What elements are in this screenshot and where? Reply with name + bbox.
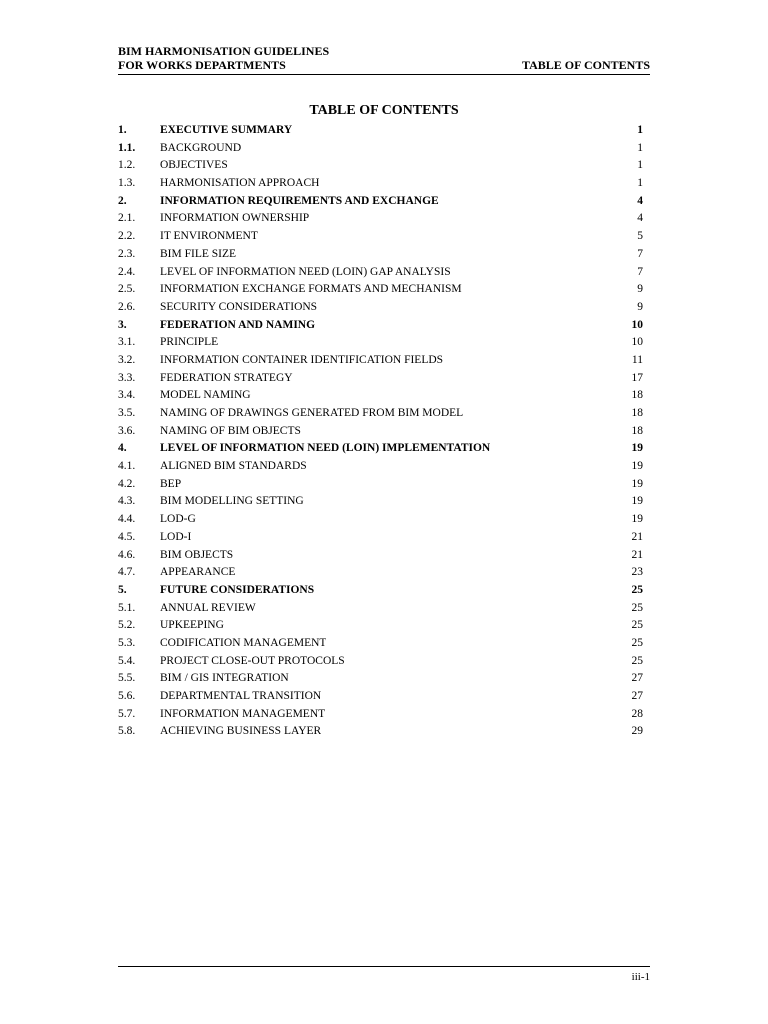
toc-entry-title: FEDERATION AND NAMING [160,318,316,331]
table-of-contents [118,122,643,741]
toc-entry-number: 5.4. [118,654,136,667]
toc-entry-title: ALIGNED BIM STANDARDS [160,460,307,473]
toc-entry-number: 3. [118,318,127,331]
toc-entry-title: IT ENVIRONMENT [160,230,258,243]
toc-entry[interactable] [118,387,643,405]
toc-entry[interactable] [118,582,643,600]
toc-entry-page: 7 [637,265,643,278]
toc-entry-number: 2.3. [118,247,136,260]
toc-entry-number: 5.5. [118,672,136,685]
toc-entry[interactable] [118,334,643,352]
toc-entry-page: 25 [631,583,643,596]
toc-entry[interactable] [118,723,643,741]
header-document-title [118,44,329,72]
toc-entry[interactable] [118,476,643,494]
toc-entry-page: 25 [631,619,643,632]
toc-entry-number: 3.2. [118,353,136,366]
toc-entry-number: 1. [118,124,127,136]
toc-entry-number: 4.4. [118,513,136,526]
toc-entry-page: 1 [637,159,643,172]
toc-entry-title: INFORMATION MANAGEMENT [160,707,326,720]
toc-entry-page: 28 [631,707,643,720]
toc-entry-page: 19 [631,513,643,526]
toc-entry-number: 2.1. [118,212,136,225]
toc-entry-page: 1 [637,124,643,136]
toc-entry-title: LEVEL OF INFORMATION NEED (LOIN) IMPLEMENTATION [160,442,491,455]
toc-entry-page: 5 [637,230,643,243]
toc-entry-page: 23 [631,566,643,579]
toc-entry-number: 4.1. [118,460,136,473]
toc-entry[interactable] [118,547,643,565]
toc-entry-page: 19 [631,477,643,490]
toc-entry-number: 3.5. [118,407,136,419]
toc-entry[interactable] [118,157,643,175]
toc-entry-title: MODEL NAMING [160,389,251,402]
toc-entry[interactable] [118,370,643,388]
toc-entry-title: UPKEEPING [160,619,224,632]
toc-entry-title: BIM / GIS INTEGRATION [160,672,289,685]
toc-entry-title: INFORMATION CONTAINER IDENTIFICATION FIELDS [160,353,444,366]
toc-entry[interactable] [118,688,643,706]
toc-entry-title: PROJECT CLOSE-OUT PROTOCOLS [160,654,345,667]
toc-entry-page: 4 [637,194,643,207]
toc-entry-title: HARMONISATION APPROACH [160,177,320,190]
toc-entry-title: BIM FILE SIZE [160,247,237,260]
toc-entry-number: 4.6. [118,548,136,561]
toc-entry-number: 3.6. [118,424,136,437]
toc-entry-title: LOD-I [160,530,192,543]
toc-entry-page: 7 [637,247,643,260]
toc-entry-title: LEVEL OF INFORMATION NEED (LOIN) GAP ANALYSIS [160,265,451,278]
toc-entry[interactable] [118,529,643,547]
toc-entry-title: BEP [160,477,182,490]
toc-entry-page: 10 [631,336,643,349]
toc-entry-page: 17 [631,371,643,384]
toc-entry-title: LOD-G [160,513,196,526]
footer-page-number: iii-1 [631,971,650,983]
toc-entry[interactable] [118,405,643,423]
toc-entry-number: 5.7. [118,707,136,720]
toc-entry-title: BIM MODELLING SETTING [160,495,304,508]
toc-entry-page: 21 [631,548,643,561]
toc-entry-number: 5.2. [118,619,136,632]
toc-entry-title: APPEARANCE [160,566,236,579]
toc-entry[interactable] [118,635,643,653]
toc-entry-page: 1 [637,141,643,154]
toc-entry-number: 1.3. [118,177,136,190]
toc-entry-title: DEPARTMENTAL TRANSITION [160,690,322,702]
toc-entry-page: 25 [631,636,643,649]
toc-entry-page: 9 [637,300,643,313]
toc-entry-page: 4 [637,212,643,225]
toc-entry[interactable] [118,670,643,688]
toc-entry-title: FEDERATION STRATEGY [160,371,293,384]
toc-entry[interactable] [118,493,643,511]
toc-entry-number: 3.4. [118,389,136,402]
toc-entry-page: 18 [631,424,643,437]
toc-entry[interactable] [118,228,643,246]
toc-entry[interactable] [118,440,643,458]
toc-entry-number: 2.5. [118,283,136,296]
page-header [118,44,650,75]
toc-entry-title: PRINCIPLE [160,336,219,349]
toc-entry-page: 25 [631,601,643,614]
toc-entry-title: EXECUTIVE SUMMARY [160,124,293,136]
toc-entry-number: 3.3. [118,371,136,384]
toc-entry-number: 2.6. [118,300,136,313]
toc-entry[interactable] [118,246,643,264]
toc-entry-title: ANNUAL REVIEW [160,601,256,614]
toc-entry-number: 4.2. [118,477,136,490]
toc-entry[interactable] [118,317,643,335]
toc-entry-number: 1.2. [118,159,136,172]
toc-entry-page: 27 [631,690,643,702]
toc-entry-title: INFORMATION REQUIREMENTS AND EXCHANGE [160,194,439,207]
toc-entry[interactable] [118,175,643,193]
toc-entry-title: ACHIEVING BUSINESS LAYER [160,725,322,738]
toc-entry-title: OBJECTIVES [160,159,228,172]
toc-entry-number: 4. [118,442,127,455]
toc-entry-number: 3.1. [118,336,136,349]
toc-entry-title: CODIFICATION MANAGEMENT [160,636,327,649]
toc-entry[interactable] [118,122,643,140]
toc-entry-page: 18 [631,407,643,419]
toc-entry-page: 21 [631,530,643,543]
toc-entry[interactable] [118,600,643,618]
footer-divider [118,966,650,967]
toc-entry[interactable] [118,281,643,299]
toc-entry-title: SECURITY CONSIDERATIONS [160,300,318,313]
toc-entry[interactable] [118,352,643,370]
toc-entry-number: 5.3. [118,636,136,649]
toc-entry[interactable] [118,706,643,724]
toc-entry-page: 19 [631,460,643,473]
toc-entry-number: 2.2. [118,230,136,243]
toc-entry-number: 2. [118,194,127,207]
toc-entry-title: BIM OBJECTS [160,548,234,561]
toc-entry-page: 18 [631,389,643,402]
toc-entry-title: BACKGROUND [160,141,242,154]
toc-entry-number: 5.6. [118,690,136,702]
toc-entry-number: 5.8. [118,725,136,738]
toc-entry-title: NAMING OF DRAWINGS GENERATED FROM BIM MODEL [160,407,464,419]
toc-entry-number: 5. [118,583,127,596]
toc-entry-number: 5.1. [118,601,136,614]
toc-entry-page: 19 [631,442,643,455]
toc-entry-page: 19 [631,495,643,508]
toc-entry-page: 1 [637,177,643,190]
toc-entry[interactable] [118,140,643,158]
toc-entry[interactable] [118,423,643,441]
toc-entry[interactable] [118,299,643,317]
toc-entry-page: 11 [631,353,643,366]
toc-entry[interactable] [118,458,643,476]
toc-entry-number: 4.5. [118,530,136,543]
toc-entry-page: 25 [631,654,643,667]
toc-entry[interactable] [118,264,643,282]
toc-entry-page: 9 [637,283,643,296]
toc-entry-page: 10 [631,318,643,331]
toc-entry[interactable] [118,210,643,228]
toc-entry-title: NAMING OF BIM OBJECTS [160,424,301,437]
toc-entry-number: 4.7. [118,566,136,579]
toc-entry-page: 29 [631,725,643,738]
header-title-line-2: FOR WORKS DEPARTMENTS [118,58,286,72]
toc-entry-title: INFORMATION OWNERSHIP [160,212,310,225]
toc-entry-title: INFORMATION EXCHANGE FORMATS AND MECHANISM [160,283,462,296]
toc-entry[interactable] [118,617,643,635]
toc-entry[interactable] [118,564,643,582]
toc-entry[interactable] [118,511,643,529]
header-section-title: TABLE OF CONTENTS [521,58,650,72]
header-title-line-1: BIM HARMONISATION GUIDELINES [118,44,330,58]
toc-entry[interactable] [118,193,643,211]
toc-entry-number: 2.4. [118,265,136,278]
toc-entry-title: FUTURE CONSIDERATIONS [160,583,315,596]
toc-entry[interactable] [118,653,643,671]
toc-entry-number: 4.3. [118,495,136,508]
toc-entry-number: 1.1. [118,141,136,154]
toc-heading: TABLE OF CONTENTS [309,103,459,118]
toc-entry-page: 27 [631,672,643,685]
